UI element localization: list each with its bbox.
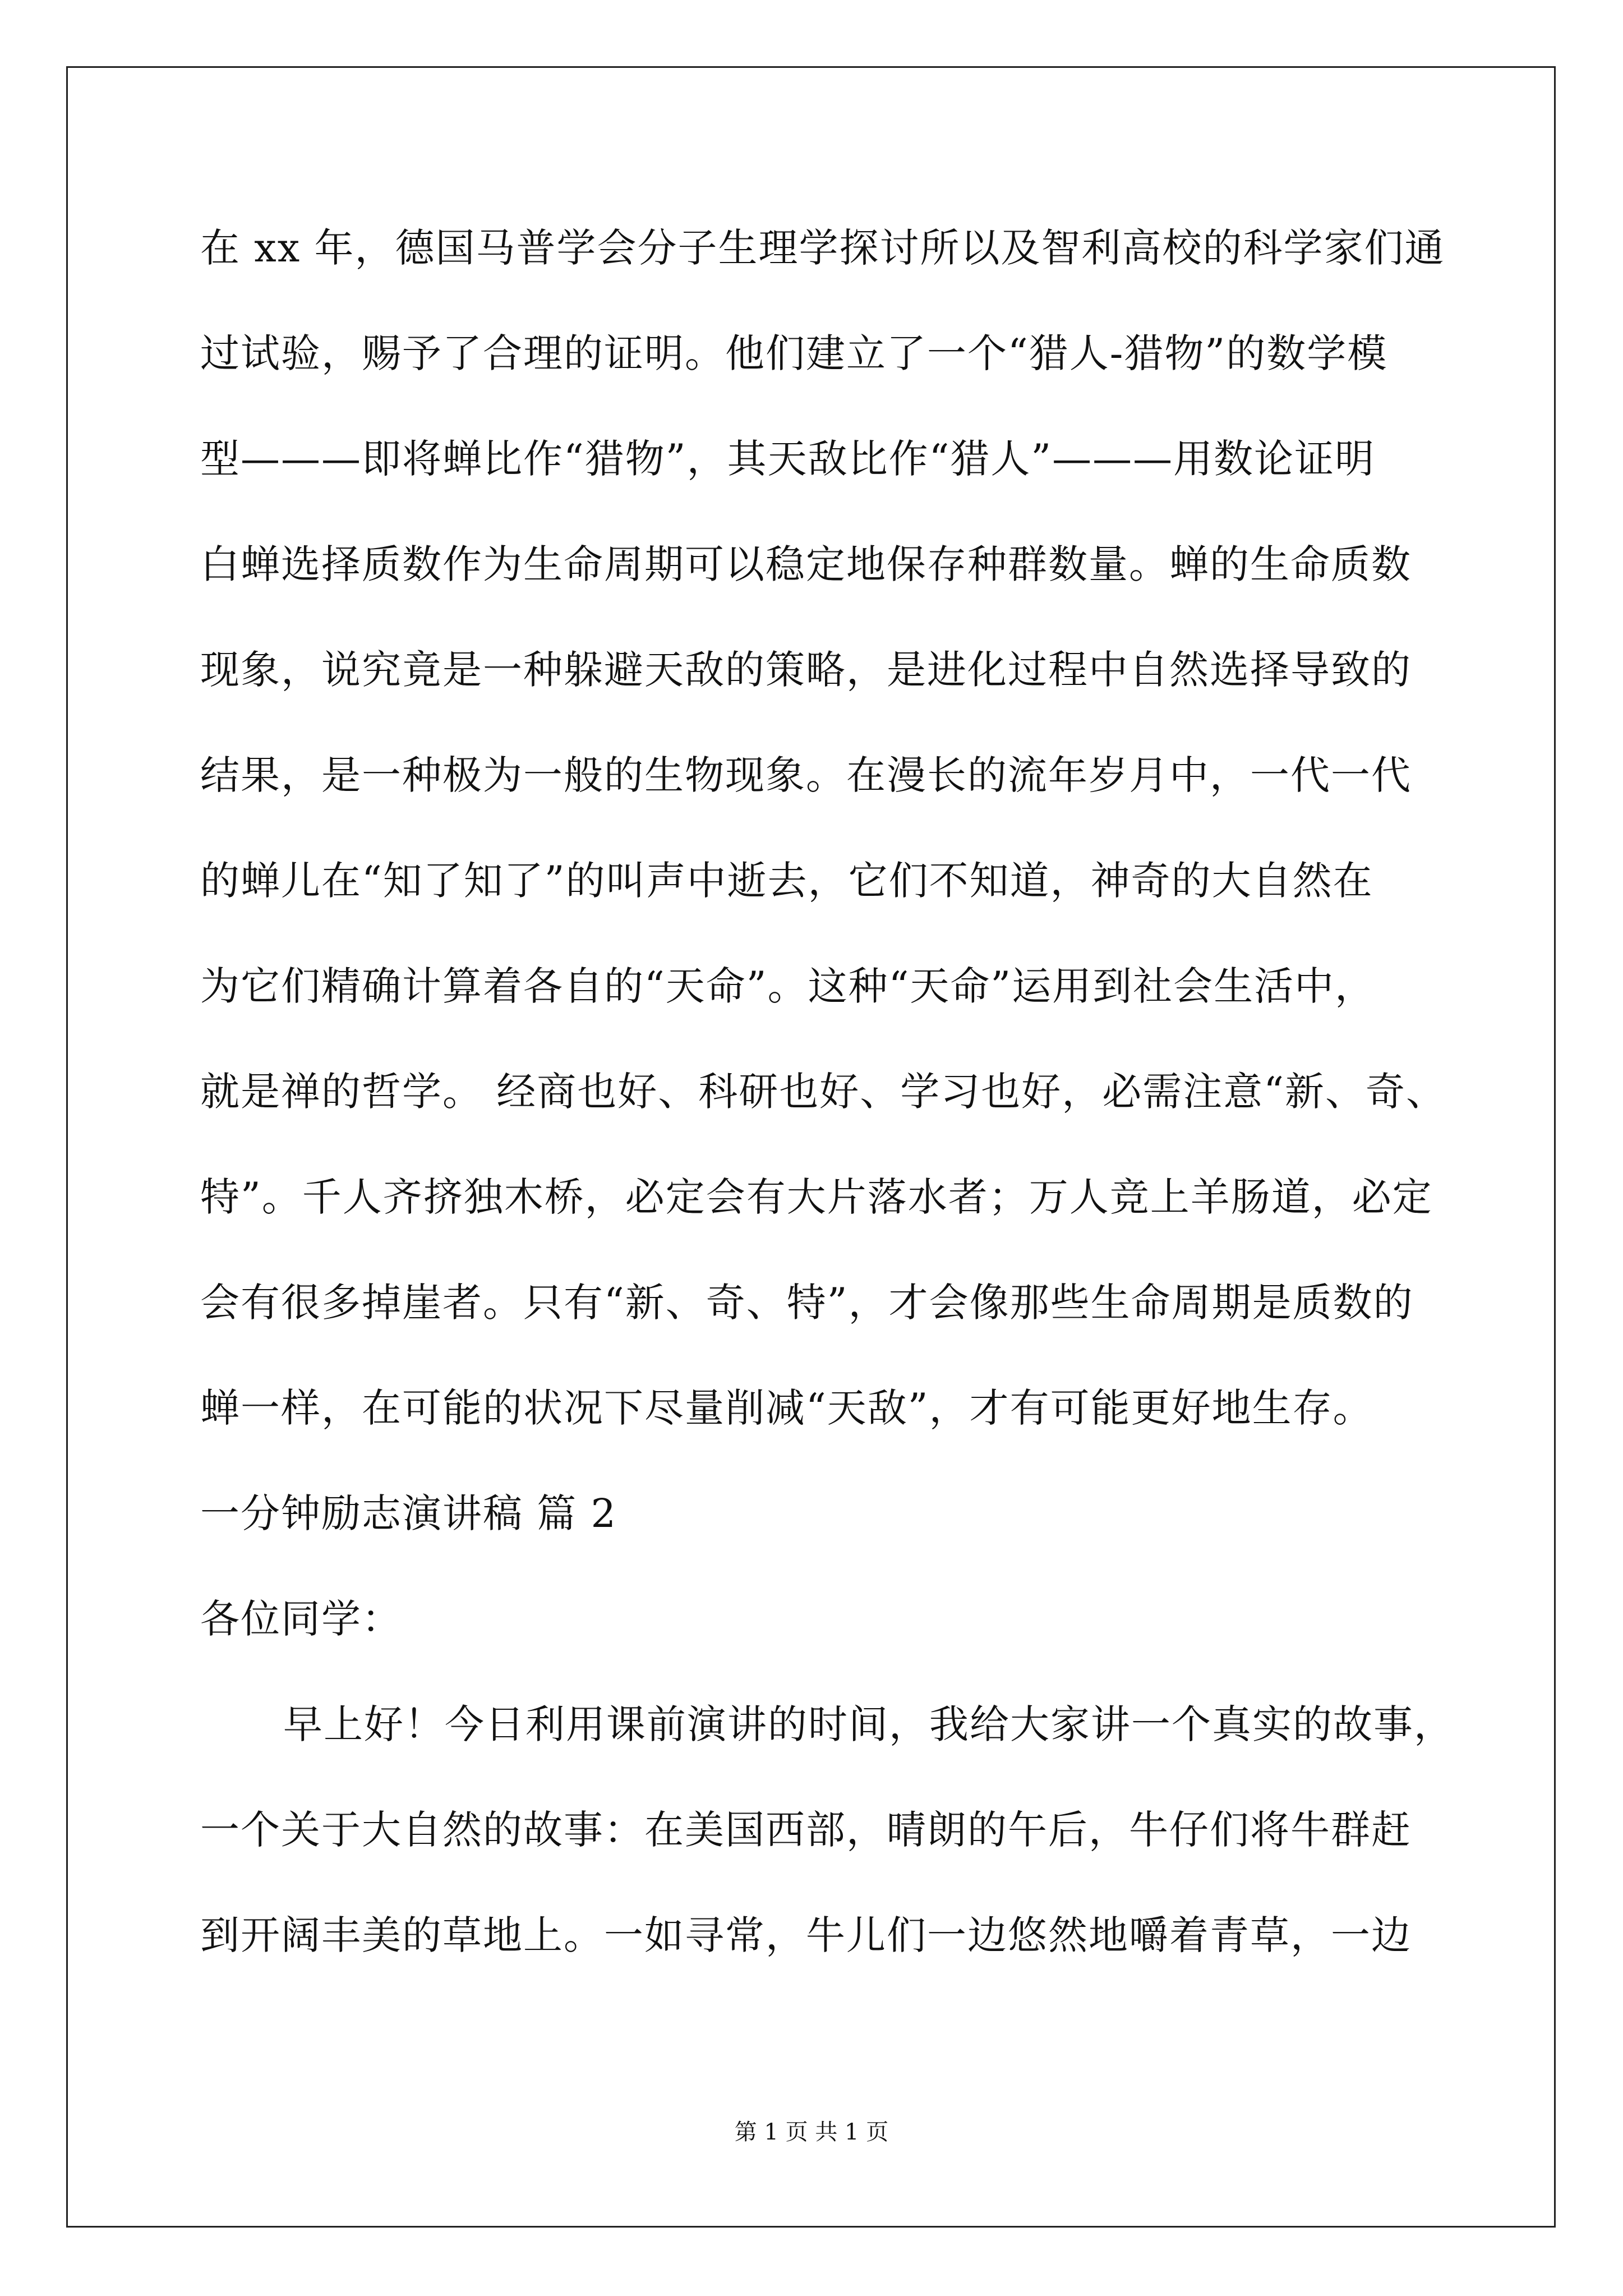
text-line: 就是禅的哲学。 经商也好、科研也好、学习也好，必需注意“新、奇、 [200,1069,1447,1115]
text-line: 型———即将蝉比作“猎物”，其天敌比作“猎人”———用数论证明 [200,436,1376,482]
text-line: 会有很多掉崖者。只有“新、奇、特”，才会像那些生命周期是质数的 [200,1280,1414,1326]
text-line: 蝉一样，在可能的状况下尽量削减“天敌”，才有可能更好地生存。 [200,1385,1373,1431]
text-line: 为它们精确计算着各自的“天命”。这种“天命”运用到社会生活中， [200,963,1376,1009]
text-line: 过试验，赐予了合理的证明。他们建立了一个“猎人-猎物”的数学模 [200,330,1388,376]
text-line: 到开阔丰美的草地上。一如寻常，牛儿们一边悠然地嚼着青草，一边 [200,1912,1412,1958]
text-line: 特”。千人齐挤独木桥，必定会有大片落水者；万人竞上羊肠道，必定 [200,1174,1433,1220]
text-line: 结果，是一种极为一般的生物现象。在漫长的流年岁月中，一代一代 [200,752,1412,798]
salutation: 各位同学： [200,1596,402,1642]
paragraph-start: 早上好！今日利用课前演讲的时间，我给大家讲一个真实的故事， [283,1701,1454,1747]
text-line: 白蝉选择质数作为生命周期可以稳定地保存种群数量。蝉的生命质数 [200,541,1412,587]
page-footer: 第 1 页 共 1 页 [734,2119,889,2145]
page-border [66,66,1556,2228]
text-line: 现象，说究竟是一种躲避天敌的策略，是进化过程中自然选择导致的 [200,647,1412,693]
section-heading: 一分钟励志演讲稿 篇 2 [200,1490,617,1536]
text-line: 的蝉儿在“知了知了”的叫声中逝去，它们不知道，神奇的大自然在 [200,858,1373,904]
text-line: 一个关于大自然的故事：在美国西部，晴朗的午后，牛仔们将牛群赶 [200,1807,1412,1853]
text-line: 在 xx 年，德国马普学会分子生理学探讨所以及智利高校的科学家们通 [200,225,1445,271]
